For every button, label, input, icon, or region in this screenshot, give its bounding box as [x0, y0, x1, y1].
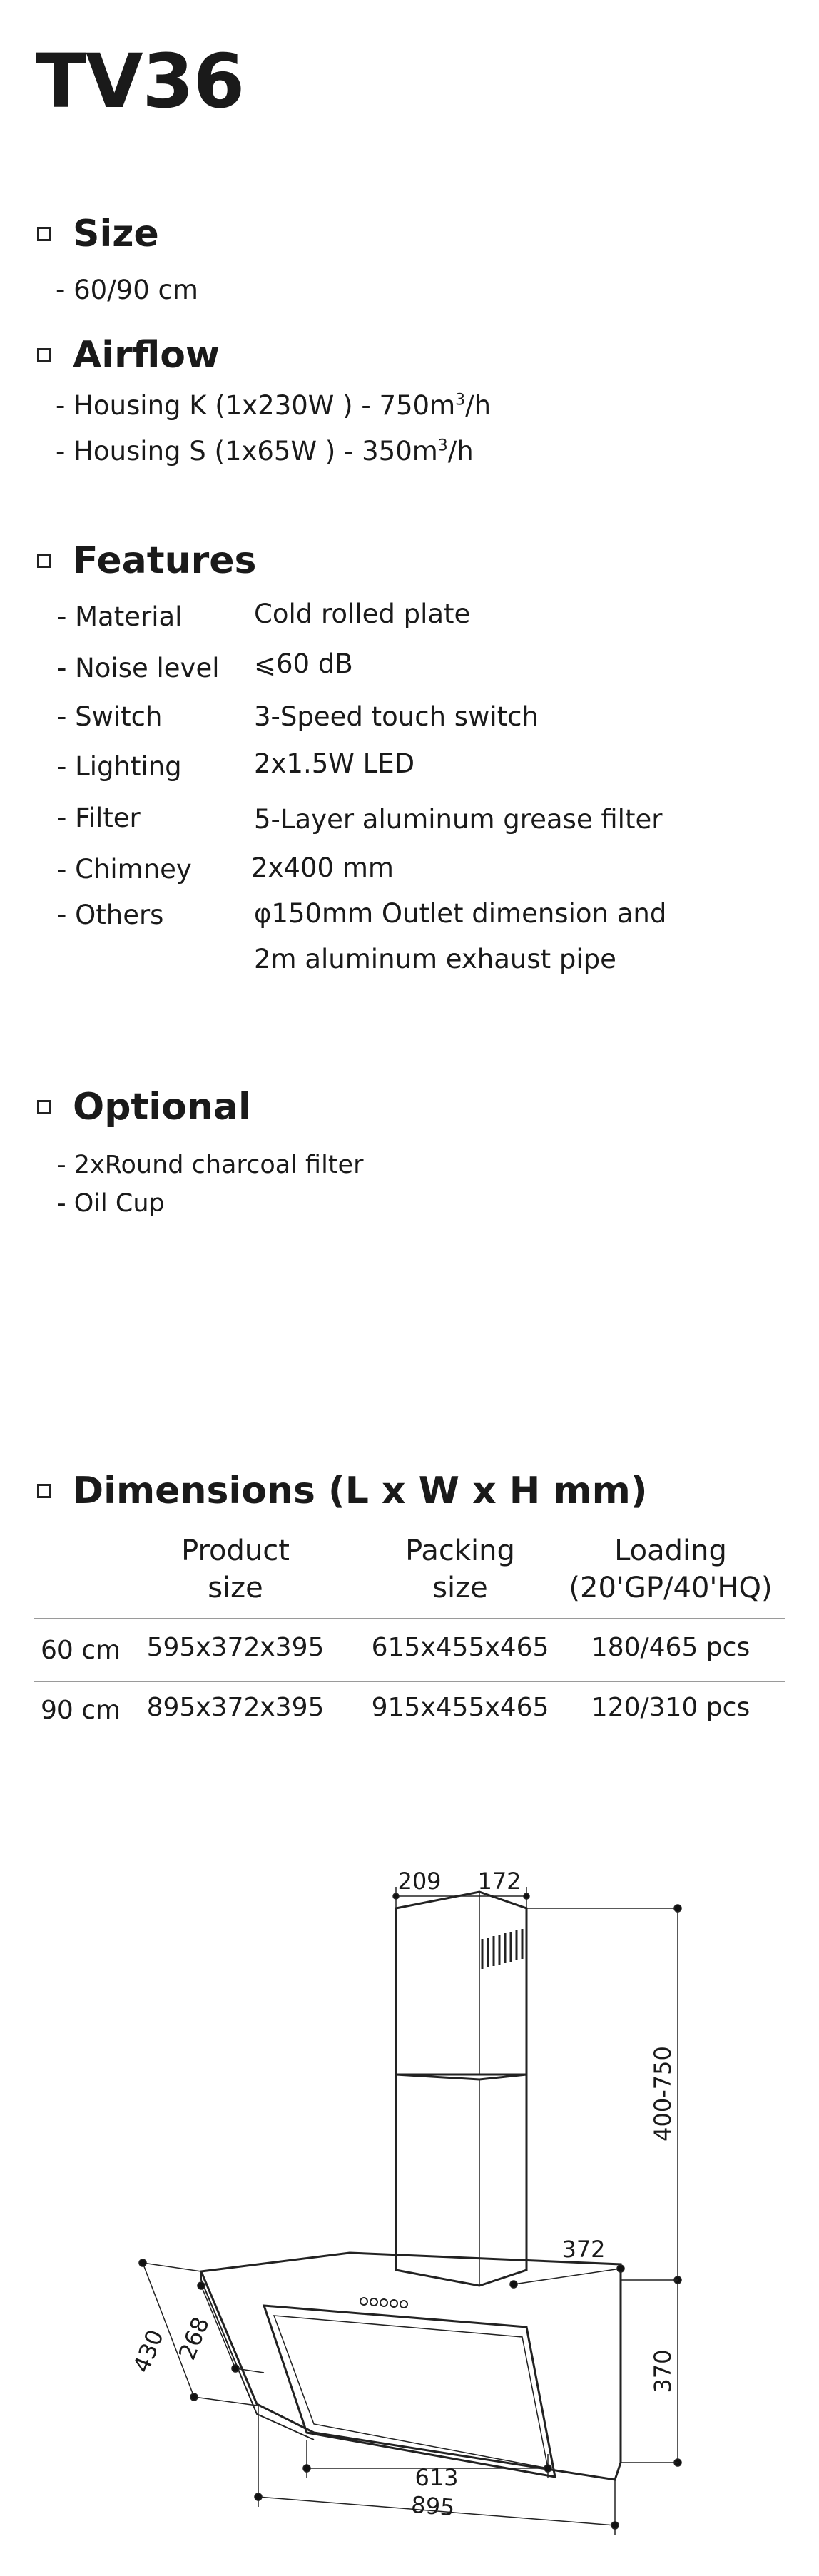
dimensions-heading: Dimensions (L x W x H mm)	[73, 1470, 648, 1512]
dim-label-370: 370	[649, 2349, 676, 2393]
feature-value: 5-Layer aluminum grease filter	[254, 804, 663, 835]
dim-label-172: 172	[477, 1868, 522, 1895]
feature-value: Cold rolled plate	[254, 599, 471, 629]
feature-label: - Material	[57, 601, 183, 632]
optional-heading: Optional	[73, 1086, 251, 1129]
feature-value: 2x1.5W LED	[254, 748, 415, 779]
feature-label: - Chimney	[57, 854, 192, 885]
product-title: TV36	[36, 38, 245, 125]
feature-value-continued: 2m aluminum exhaust pipe	[254, 944, 616, 974]
airflow-tail: /h	[465, 390, 492, 421]
dim-label-268: 268	[173, 2313, 215, 2364]
dim-label-400-750: 400-750	[649, 2046, 676, 2142]
size-heading: Size	[73, 213, 159, 255]
header-line: size	[432, 1572, 488, 1604]
hood-body	[201, 2253, 621, 2480]
optional-item: - Oil Cup	[57, 1189, 165, 1218]
feature-label: - Lighting	[57, 751, 182, 782]
feature-label: - Others	[57, 900, 164, 930]
dim-label-372: 372	[561, 2236, 606, 2263]
header-line: Product	[181, 1534, 290, 1567]
table-cell-loading: 120/310 pcs	[591, 1693, 751, 1722]
airflow-sup: 3	[437, 437, 448, 455]
dimension-lines	[139, 1887, 681, 2535]
table-cell-loading: 180/465 pcs	[591, 1633, 751, 1662]
chimney-lower	[396, 2074, 526, 2286]
feature-value: φ150mm Outlet dimension and	[254, 898, 667, 929]
dim-label-895: 895	[410, 2490, 456, 2522]
table-cell-model: 60 cm	[40, 1636, 121, 1665]
hood-side	[201, 2271, 314, 2440]
airflow-text: - Housing S (1x65W ) - 350m	[56, 436, 438, 467]
feature-value: ⩽60 dB	[254, 648, 353, 679]
airflow-tail: /h	[447, 436, 474, 467]
airflow-text: - Housing K (1x230W ) - 750m	[56, 390, 456, 421]
feature-value: 3-Speed touch switch	[254, 701, 539, 732]
dim-label-209: 209	[397, 1868, 442, 1895]
chimney-upper	[396, 1892, 526, 2074]
hood-glass	[264, 2306, 555, 2477]
table-cell-product: 895x372x395	[146, 1693, 325, 1722]
feature-label: - Noise level	[57, 653, 220, 683]
feature-value: 2x400 mm	[251, 852, 394, 883]
header-line: Loading	[614, 1534, 727, 1567]
airflow-sup: 3	[455, 391, 466, 409]
header-line: size	[208, 1572, 263, 1604]
control-buttons-icon	[360, 2298, 407, 2308]
optional-item: - 2xRound charcoal filter	[57, 1151, 364, 1179]
features-heading: Features	[73, 539, 257, 582]
dim-label-430: 430	[127, 2326, 169, 2377]
dim-label-613: 613	[414, 2464, 459, 2491]
feature-label: - Switch	[57, 701, 163, 732]
airflow-heading: Airflow	[73, 334, 220, 377]
table-cell-product: 595x372x395	[146, 1633, 325, 1662]
header-line: (20'GP/40'HQ)	[569, 1572, 773, 1604]
table-cell-packing: 915x455x465	[371, 1693, 549, 1722]
feature-label: - Filter	[57, 803, 141, 833]
size-value: - 60/90 cm	[56, 275, 198, 305]
table-cell-packing: 615x455x465	[371, 1633, 549, 1662]
header-line: Packing	[405, 1534, 515, 1567]
hood-glass-inner	[274, 2316, 548, 2468]
table-cell-model: 90 cm	[40, 1696, 121, 1725]
vent-slots-icon	[482, 1929, 522, 1969]
